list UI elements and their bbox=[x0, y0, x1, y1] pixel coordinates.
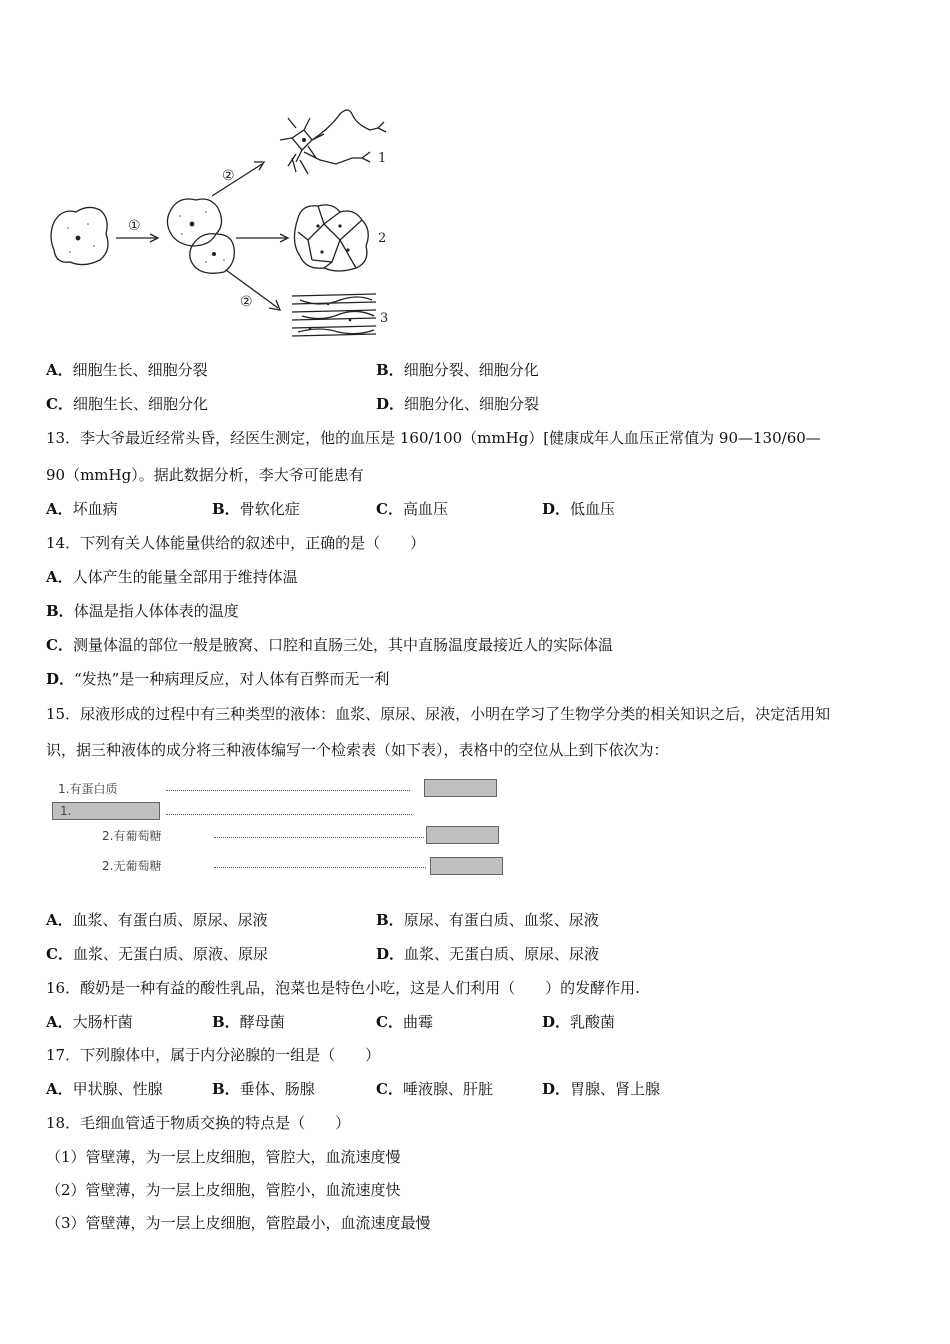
option-text: 坏血病 bbox=[72, 500, 118, 518]
q13-option-a[interactable] bbox=[46, 498, 118, 520]
q15-stem-line2: 识，据三种液体的成分将三种液体编写一个检索表（如下表），表格中的空位从上到下依次为： bbox=[46, 741, 669, 759]
q13-option-d[interactable] bbox=[542, 498, 615, 520]
option-text: 垂体、肠腺 bbox=[239, 1080, 315, 1098]
key-blank-3 bbox=[426, 826, 499, 844]
original-cell bbox=[51, 207, 108, 264]
option-letter: A． bbox=[46, 568, 73, 586]
option-text: 乳酸菌 bbox=[570, 1013, 616, 1031]
q17-option-a[interactable] bbox=[46, 1078, 163, 1100]
q14-option-a[interactable] bbox=[46, 566, 298, 588]
option-text: 人体产生的能量全部用于维持体温 bbox=[72, 568, 298, 586]
q15-stem-line1: 15．尿液形成的过程中有三种类型的液体：血浆、原尿、尿液，小明在学习了生物学分类的相关知识之后，决定活用知 bbox=[46, 705, 831, 723]
q17-option-c[interactable] bbox=[376, 1078, 493, 1100]
option-text: 高血压 bbox=[402, 500, 448, 518]
option-text: 曲霉 bbox=[402, 1013, 433, 1031]
q12-option-c[interactable] bbox=[46, 393, 208, 415]
option-letter: D． bbox=[542, 500, 571, 518]
q13-option-c[interactable] bbox=[376, 498, 448, 520]
divided-cell-top bbox=[167, 199, 221, 246]
q15-option-c[interactable] bbox=[46, 943, 268, 965]
q17-option-d[interactable] bbox=[542, 1078, 660, 1100]
q15-option-a[interactable] bbox=[46, 909, 268, 931]
arrow-label-2-bottom: ② bbox=[240, 294, 253, 310]
option-letter: C． bbox=[46, 945, 73, 963]
option-text: 血浆、无蛋白质、原液、原尿 bbox=[72, 945, 268, 963]
key-dots bbox=[166, 814, 412, 815]
option-letter: B． bbox=[212, 1080, 240, 1098]
key-dots bbox=[214, 867, 426, 868]
key-table-figure bbox=[48, 774, 518, 884]
option-text: 甲状腺、性腺 bbox=[72, 1080, 163, 1098]
option-text: 细胞生长、细胞分化 bbox=[72, 395, 208, 413]
key-dots bbox=[214, 837, 424, 838]
key-blank-4 bbox=[430, 857, 503, 875]
arrow-label-2-top: ② bbox=[222, 168, 235, 184]
option-letter: C． bbox=[376, 1013, 403, 1031]
option-text: 低血压 bbox=[570, 500, 616, 518]
nerve-tissue bbox=[280, 110, 386, 174]
option-text: 唾液腺、肝脏 bbox=[402, 1080, 493, 1098]
q16-option-d[interactable] bbox=[542, 1011, 615, 1033]
q14-stem: 14．下列有关人体能量供给的叙述中，正确的是（ ） bbox=[46, 534, 426, 552]
option-letter: B． bbox=[46, 602, 74, 620]
option-text: “发热”是一种病理反应，对人体有百弊而无一利 bbox=[74, 670, 390, 688]
key-row-3: 2.有葡萄糖 bbox=[102, 829, 162, 843]
q15-option-b[interactable] bbox=[376, 909, 599, 931]
q15-option-d[interactable] bbox=[376, 943, 599, 965]
q12-option-d[interactable] bbox=[376, 393, 539, 415]
key-row-1: 1.有蛋白质 bbox=[58, 782, 118, 796]
option-text: 血浆、有蛋白质、原尿、尿液 bbox=[72, 911, 268, 929]
option-letter: B． bbox=[376, 911, 404, 929]
option-text: 原尿、有蛋白质、血浆、尿液 bbox=[403, 911, 599, 929]
option-letter: A． bbox=[46, 361, 73, 379]
option-text: 骨软化症 bbox=[239, 500, 300, 518]
option-text: 大肠杆菌 bbox=[72, 1013, 133, 1031]
option-letter: B． bbox=[376, 361, 404, 379]
tissue-number-1: 1 bbox=[378, 151, 387, 166]
option-letter: D． bbox=[376, 395, 405, 413]
option-letter: D． bbox=[542, 1013, 571, 1031]
q12-option-a[interactable] bbox=[46, 359, 208, 381]
option-text: 细胞分化、细胞分裂 bbox=[404, 395, 540, 413]
q14-option-d[interactable] bbox=[46, 668, 389, 690]
q12-option-b[interactable] bbox=[376, 359, 539, 381]
option-letter: A． bbox=[46, 500, 73, 518]
arrow-label-1: ① bbox=[128, 218, 141, 234]
option-letter: D． bbox=[46, 670, 75, 688]
key-row-2: 1. bbox=[60, 804, 72, 818]
q17-option-b[interactable] bbox=[212, 1078, 315, 1100]
q14-option-b[interactable] bbox=[46, 600, 239, 622]
option-text: 细胞生长、细胞分裂 bbox=[72, 361, 208, 379]
option-text: 血浆、无蛋白质、原尿、尿液 bbox=[404, 945, 600, 963]
q18-item-1: （1）管壁薄，为一层上皮细胞，管腔大，血流速度慢 bbox=[46, 1148, 401, 1166]
q13-option-b[interactable] bbox=[212, 498, 300, 520]
q13-stem-line2: 90（mmHg）。据此数据分析，李大爷可能患有 bbox=[46, 466, 364, 484]
option-letter: C． bbox=[46, 395, 73, 413]
key-dots bbox=[166, 790, 410, 791]
key-blank-1 bbox=[424, 779, 497, 797]
epithelial-tissue bbox=[294, 205, 368, 271]
option-letter: D． bbox=[542, 1080, 571, 1098]
option-letter: A． bbox=[46, 1080, 73, 1098]
option-letter: D． bbox=[376, 945, 405, 963]
q16-stem: 16．酸奶是一种有益的酸性乳品，泡菜也是特色小吃，这是人们利用（ ）的发酵作用. bbox=[46, 979, 640, 997]
q14-option-c[interactable] bbox=[46, 634, 613, 656]
q16-option-c[interactable] bbox=[376, 1011, 433, 1033]
q16-option-a[interactable] bbox=[46, 1011, 133, 1033]
muscle-tissue bbox=[292, 294, 376, 336]
option-letter: A． bbox=[46, 911, 73, 929]
tissue-number-3: 3 bbox=[380, 311, 389, 326]
option-text: 测量体温的部位一般是腋窝、口腔和直肠三处，其中直肠温度最接近人的实际体温 bbox=[72, 636, 613, 654]
option-letter: C． bbox=[46, 636, 73, 654]
option-text: 细胞分裂、细胞分化 bbox=[403, 361, 539, 379]
cell-differentiation-diagram bbox=[40, 100, 400, 350]
option-text: 胃腺、肾上腺 bbox=[570, 1080, 661, 1098]
tissue-number-2: 2 bbox=[378, 231, 387, 246]
option-letter: C． bbox=[376, 500, 403, 518]
option-letter: B． bbox=[212, 1013, 240, 1031]
option-letter: A． bbox=[46, 1013, 73, 1031]
option-text: 酵母菌 bbox=[239, 1013, 285, 1031]
key-row-4: 2.无葡萄糖 bbox=[102, 859, 162, 873]
q16-option-b[interactable] bbox=[212, 1011, 285, 1033]
q17-stem: 17．下列腺体中，属于内分泌腺的一组是（ ） bbox=[46, 1046, 381, 1064]
option-letter: B． bbox=[212, 500, 240, 518]
q13-stem-line1: 13．李大爷最近经常头昏，经医生测定，他的血压是 160/100（mmHg）[健康成年人血压正常值为 90—130/60— bbox=[46, 429, 821, 447]
q18-item-2: （2）管壁薄，为一层上皮细胞，管腔小，血流速度快 bbox=[46, 1181, 401, 1199]
q18-item-3: （3）管壁薄，为一层上皮细胞，管腔最小，血流速度最慢 bbox=[46, 1214, 431, 1232]
option-text: 体温是指人体体表的温度 bbox=[73, 602, 239, 620]
option-letter: C． bbox=[376, 1080, 403, 1098]
q18-stem: 18．毛细血管适于物质交换的特点是（ ） bbox=[46, 1114, 351, 1132]
